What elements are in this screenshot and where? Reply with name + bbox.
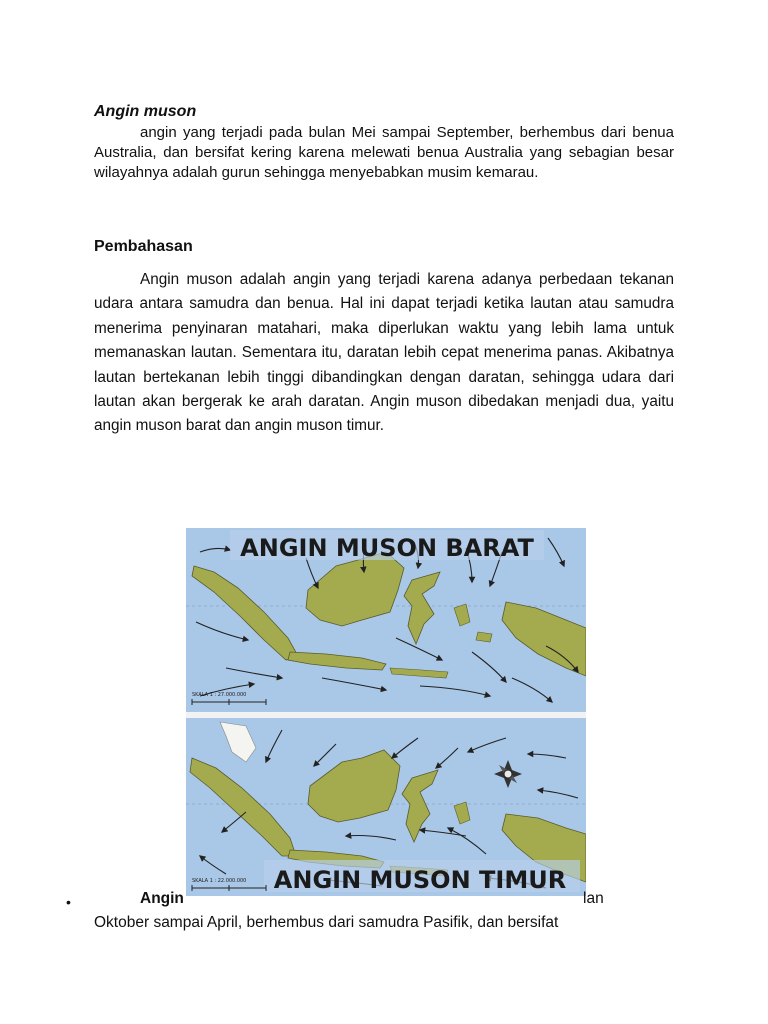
map-title-bottom: ANGIN MUSON TIMUR (273, 866, 567, 894)
scale-label-bottom: SKALA 1 : 22.000.000 (192, 878, 247, 884)
monsoon-maps-svg (186, 528, 586, 896)
section-heading-pembahasan: Pembahasan (94, 238, 193, 255)
scale-label-top: SKALA 1 : 27.000.000 (192, 692, 247, 698)
section-paragraph-definition: angin yang terjadi pada bulan Mei sampai September, berhembus dari benua Australia, dan bersifat kering karena melewati benua Australia yang sebagian besar wilayahnya adalah gurun sehingga menyebabkan musim kemarau. (94, 124, 674, 181)
monsoon-maps-figure (186, 528, 586, 896)
bullet-marker: • (66, 894, 71, 910)
bullet-line1-tail: lan (583, 890, 604, 907)
map-angin-muson-barat (186, 528, 586, 712)
bullet-item-line2: Oktober sampai April, berhembus dari samudra Pasifik, dan bersifat (94, 914, 559, 931)
map-separator (186, 712, 586, 718)
section-paragraph-pembahasan: Angin muson adalah angin yang terjadi karena adanya perbedaan tekanan udara antara samudra dan benua. Hal ini dapat terjadi ketika lautan atau samudra menerima penyinaran matahari, maka diperlukan waktu yang lebih lama untuk memanaskan lautan. Sementara itu, daratan lebih cepat menerima panas. Akibatnya lautan bertekanan lebih tinggi dibandingkan dengan daratan, sehingga udara dari lautan akan bergerak ke arah daratan. Angin muson dibedakan menjadi dua, yaitu angin muson barat dan angin muson timur. (94, 271, 674, 435)
map-angin-muson-timur (186, 718, 586, 896)
map-title-top: ANGIN MUSON BARAT (240, 534, 534, 562)
bullet-lead-bold: Angin (140, 890, 184, 907)
section-heading-angin-muson: Angin muson (94, 103, 197, 120)
